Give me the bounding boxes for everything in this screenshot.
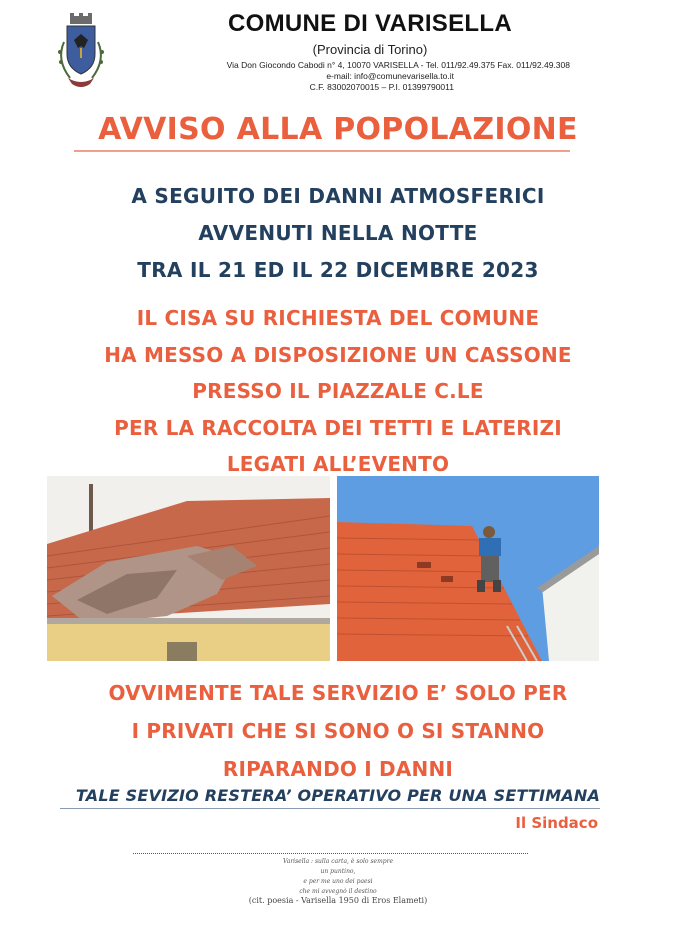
address-line: Via Don Giocondo Cabodi n° 4, 10070 VARISELLA - Tel. 011/92.49.375 Fax. 011/92.49.308	[226, 60, 570, 70]
body-line: PER LA RACCOLTA DEI TETTI E LATERIZI	[114, 415, 562, 440]
notice-title: AVVISO ALLA POPOLAZIONE	[98, 112, 578, 147]
footer-divider	[133, 853, 528, 854]
duration-underline	[60, 808, 600, 809]
body-line: LEGATI ALL’EVENTO	[226, 452, 450, 476]
fiscal-code-line: C.F. 83002070015 – P.I. 01399790011	[309, 82, 454, 92]
intro-line: AVVENUTI NELLA NOTTE	[198, 221, 478, 245]
poem-line: e per me uno dei paesi	[303, 878, 373, 885]
note-block	[0, 674, 676, 788]
province-subtitle: (Provincia di Torino)	[312, 42, 428, 57]
intro-line: TRA IL 21 ED IL 22 DICEMBRE 2023	[137, 258, 539, 282]
roofer-repair-photo	[337, 476, 599, 661]
email-line: e-mail: info@comunevarisella.to.it	[326, 71, 454, 81]
poem-citation: (cit. poesia - Varisella 1950 di Eros Elameti)	[248, 896, 428, 905]
body-line: PRESSO IL PIAZZALE C.LE	[192, 379, 484, 403]
title-underline	[74, 150, 570, 152]
note-line: I PRIVATI CHE SI SONO O SI STANNO	[131, 719, 545, 743]
poem-line: Varisella : sulla carta, è solo sempre	[282, 858, 394, 865]
mayor-signature: Il Sindaco	[515, 814, 598, 832]
intro-line: A SEGUITO DEI DANNI ATMOSFERICI	[131, 184, 545, 208]
poem-line: un puntino,	[320, 868, 356, 875]
body-line: HA MESSO A DISPOSIZIONE UN CASSONE	[104, 342, 572, 367]
municipality-title: COMUNE DI VARISELLA	[228, 10, 512, 37]
body-line: IL CISA SU RICHIESTA DEL COMUNE	[136, 306, 540, 330]
body-block	[0, 300, 676, 483]
note-line: OVVIMENTE TALE SERVIZIO E’ SOLO PER	[108, 681, 568, 705]
note-line: RIPARANDO I DANNI	[222, 757, 454, 781]
footer-poem	[0, 857, 676, 897]
poem-line: che mi avvegnò il destino	[299, 888, 377, 895]
intro-block	[0, 178, 676, 289]
duration-line: TALE SEVIZIO RESTERA’ OPERATIVO PER UNA SETTIMANA	[75, 786, 601, 805]
damaged-roof-photo	[47, 476, 330, 661]
